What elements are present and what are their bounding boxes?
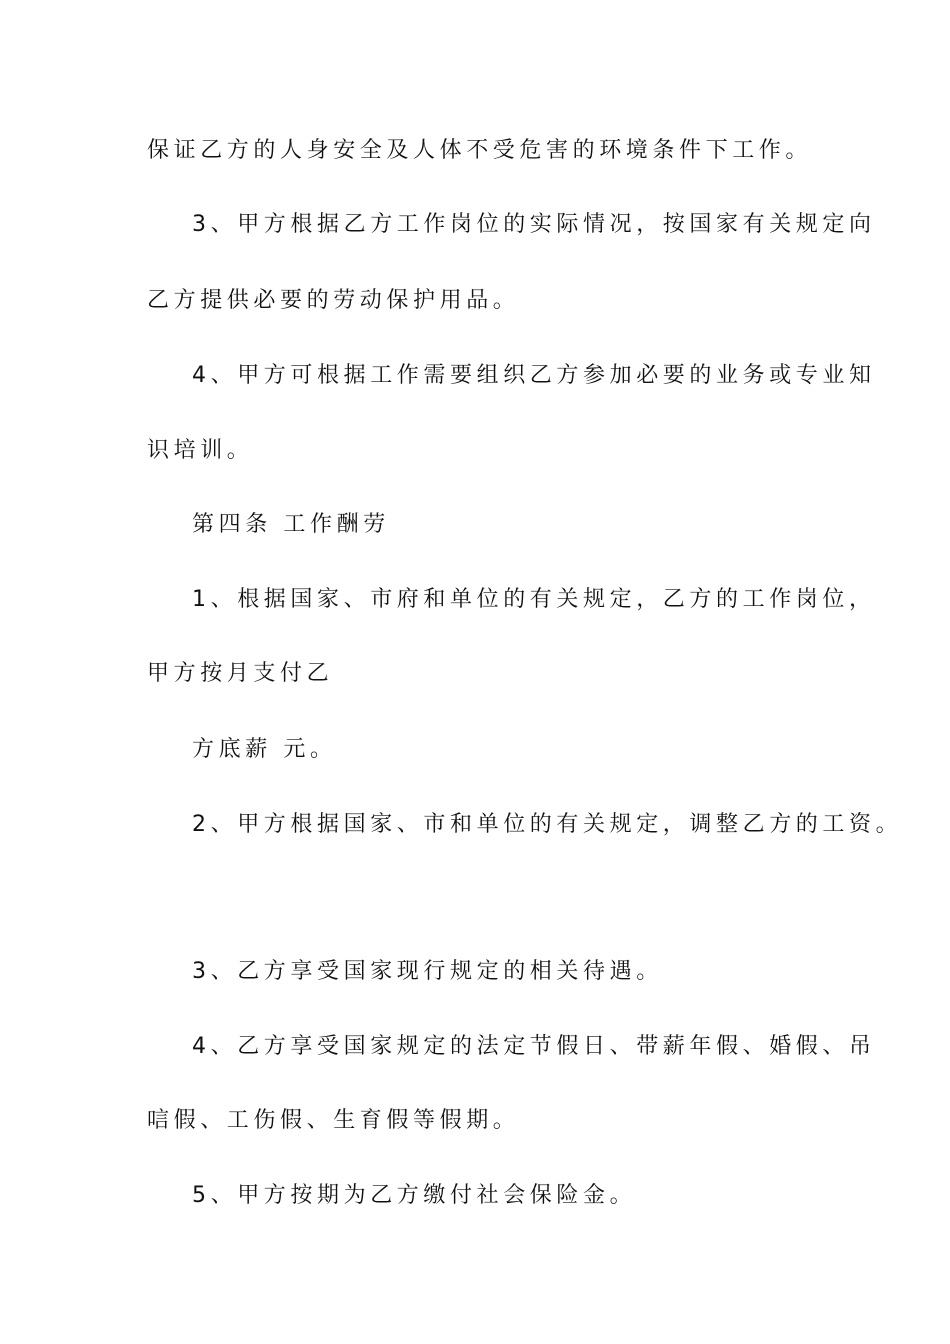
- article-4-heading: 第四条 工作酬劳: [192, 512, 390, 537]
- pay-clause-4-line-2: 唁假、工伤假、生育假等假期。: [147, 1108, 520, 1133]
- pay-clause-1-line-2: 甲方按月支付乙: [147, 661, 334, 686]
- clause-4-line-2: 识培训。: [147, 438, 254, 463]
- clause-3-line-2: 乙方提供必要的劳动保护用品。: [147, 288, 520, 313]
- pay-clause-2: 2、甲方根据国家、市和单位的有关规定，调整乙方的工资。: [192, 812, 903, 837]
- pay-clause-1-line-1: 1、根据国家、市府和单位的有关规定，乙方的工作岗位，: [192, 587, 876, 612]
- clause-4-line-1: 4、甲方可根据工作需要组织乙方参加必要的业务或专业知: [192, 363, 876, 388]
- pay-clause-3: 3、乙方享受国家现行规定的相关待遇。: [192, 959, 663, 984]
- pay-clause-4-line-1: 4、乙方享受国家规定的法定节假日、带薪年假、婚假、吊: [192, 1034, 876, 1059]
- pay-clause-5: 5、甲方按期为乙方缴付社会保险金。: [192, 1183, 637, 1208]
- text-line-1: 保证乙方的人身安全及人体不受危害的环境条件下工作。: [147, 138, 813, 163]
- pay-clause-1-line-3: 方底薪 元。: [192, 737, 337, 762]
- clause-3-line-1: 3、甲方根据乙方工作岗位的实际情况，按国家有关规定向: [192, 212, 876, 237]
